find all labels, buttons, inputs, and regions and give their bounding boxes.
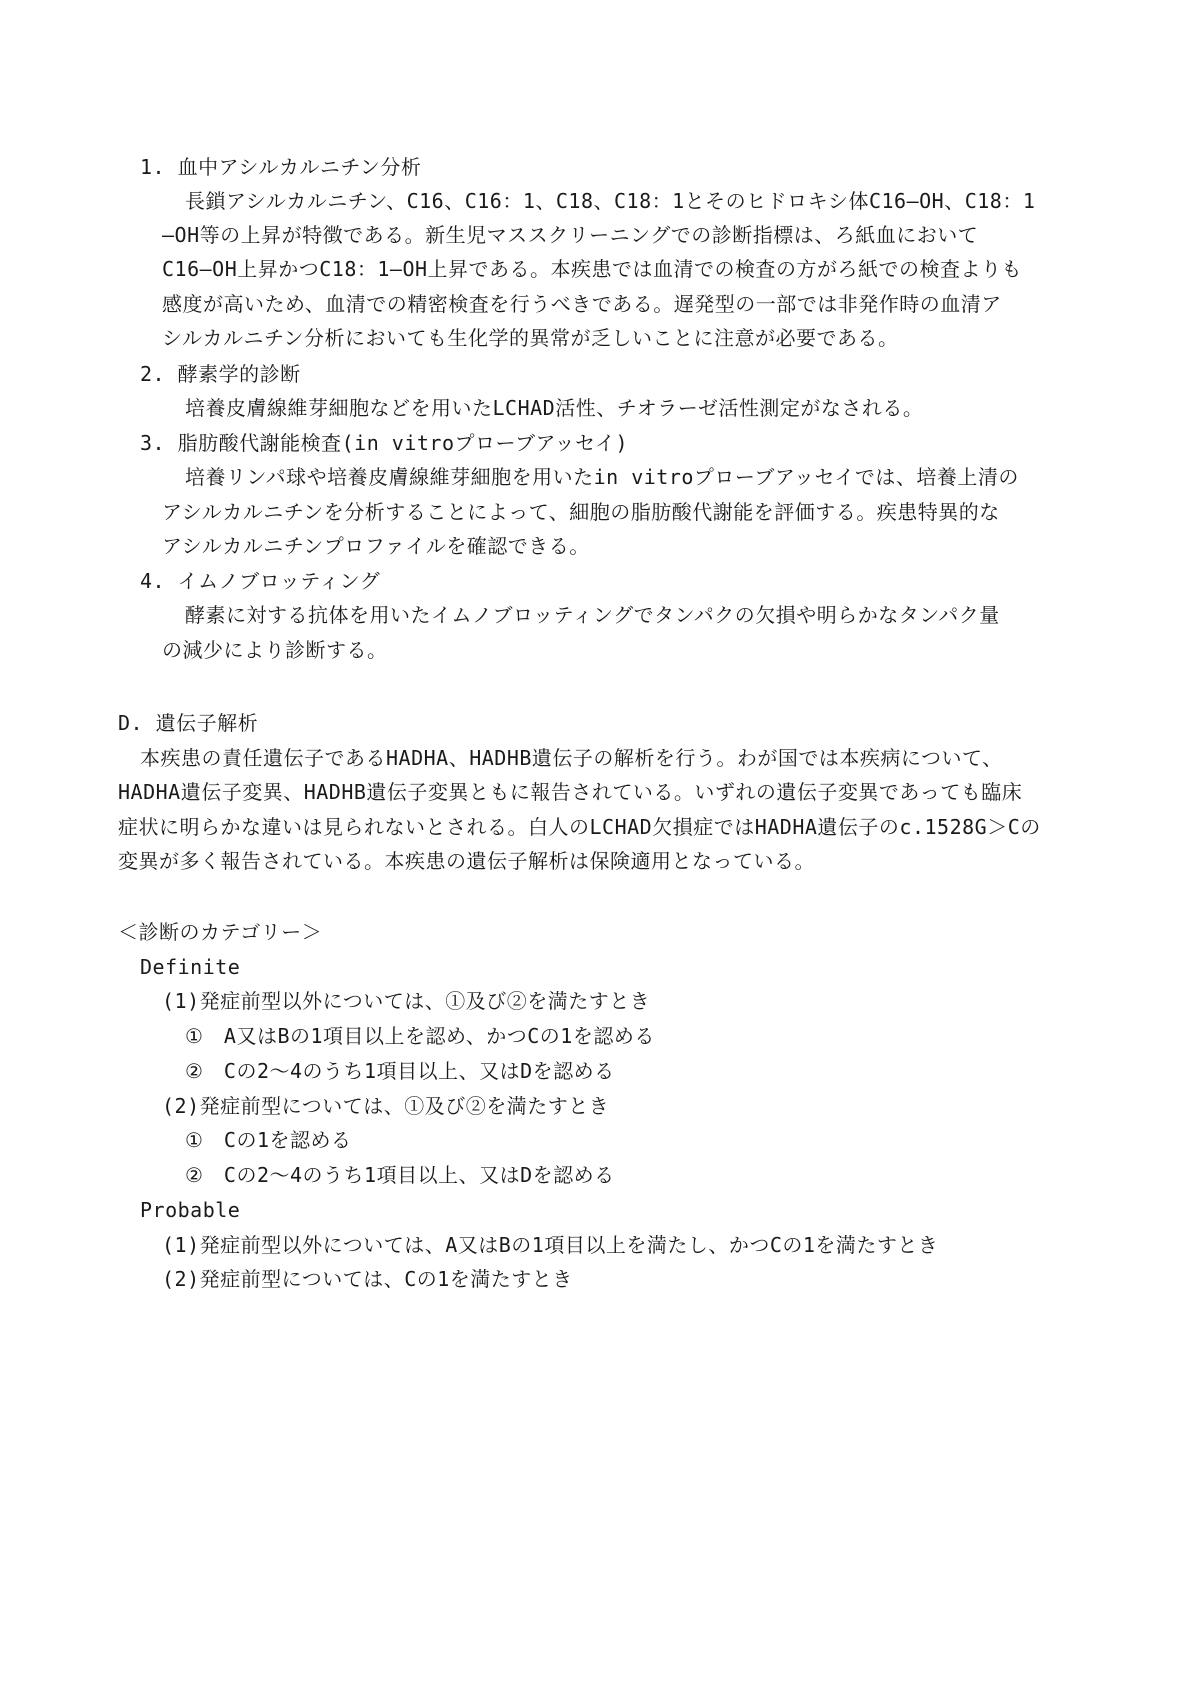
item4-body-line: 酵素に対する抗体を用いたイムノブロッティングでタンパクの欠損や明らかなタンパク量 (185, 603, 1000, 627)
definite-case2-condition-b: ② Cの2～4のうち1項目以上、又はDを認める (185, 1163, 615, 1187)
section-d-body-line: 症状に明らかな違いは見られないとされる。白人のLCHAD欠損症ではHADHA遺伝子のc.1528G＞Cの (118, 815, 1041, 839)
section-d-body-line: HADHA遺伝子変異、HADHB遺伝子変異ともに報告されている。いずれの遺伝子変異であっても臨床 (118, 780, 1023, 804)
item3-body-line: アシルカルニチンを分析することによって、細胞の脂肪酸代謝能を評価する。疾患特異的な (162, 500, 1000, 524)
item1-heading: 1. 血中アシルカルニチン分析 (140, 155, 422, 179)
definite-case2: (2)発症前型については、①及び②を満たすとき (162, 1094, 610, 1118)
definite-case1-condition-b: ② Cの2～4のうち1項目以上、又はDを認める (185, 1059, 615, 1083)
section-d-body-line: 本疾患の責任遺伝子であるHADHA、HADHB遺伝子の解析を行う。わが国では本疾病について、 (140, 746, 1003, 770)
definite-case1: (1)発症前型以外については、①及び②を満たすとき (162, 989, 651, 1013)
item3-heading: 3. 脂肪酸代謝能検査(in vitroプローブアッセイ) (140, 431, 629, 455)
item1-body-line: 感度が高いため、血清での精密検査を行うべきである。遅発型の一部では非発作時の血清ア (162, 292, 1002, 316)
item1-body-line: シルカルニチン分析においても生化学的異常が乏しいことに注意が必要である。 (162, 326, 899, 350)
definite-label: Definite (140, 955, 241, 979)
definite-case1-condition-a: ① A又はBの1項目以上を認め、かつCの1を認める (185, 1024, 655, 1048)
probable-label: Probable (140, 1198, 241, 1222)
definite-case2-condition-a: ① Cの1を認める (185, 1128, 352, 1152)
diagnosis-category-heading: ＜診断のカテゴリー＞ (118, 920, 323, 944)
probable-case1: (1)発症前型以外については、A又はBの1項目以上を満たし、かつCの1を満たすとき (162, 1233, 939, 1257)
item1-body-line: —OH等の上昇が特徴である。新生児マススクリーニングでの診断指標は、ろ紙血において (162, 223, 979, 247)
item3-body-line: 培養リンパ球や培養皮膚線維芽細胞を用いたin vitroプローブアッセイでは、培養上清の (185, 465, 1019, 489)
section-d-heading: D. 遺伝子解析 (118, 711, 259, 735)
item1-body-line: C16—OH上昇かつC18：1—OH上昇である。本疾患では血清での検査の方がろ紙での検査よりも (162, 257, 1023, 281)
item4-body-line: の減少により診断する。 (162, 638, 388, 662)
item2-body-line: 培養皮膚線維芽細胞などを用いたLCHAD活性、チオラーゼ活性測定がなされる。 (185, 396, 924, 420)
item4-heading: 4. イムノブロッティング (140, 569, 381, 593)
item2-heading: 2. 酵素学的診断 (140, 362, 301, 386)
probable-case2: (2)発症前型については、Cの1を満たすとき (162, 1267, 573, 1291)
section-d-body-line: 変異が多く報告されている。本疾患の遺伝子解析は保険適用となっている。 (118, 849, 815, 873)
item1-body-line: 長鎖アシルカルニチン、C16、C16：1、C18、C18：1とそのヒドロキシ体C16—OH、C18：1 (185, 189, 1036, 213)
item3-body-line: アシルカルニチンプロファイルを確認できる。 (162, 534, 590, 558)
